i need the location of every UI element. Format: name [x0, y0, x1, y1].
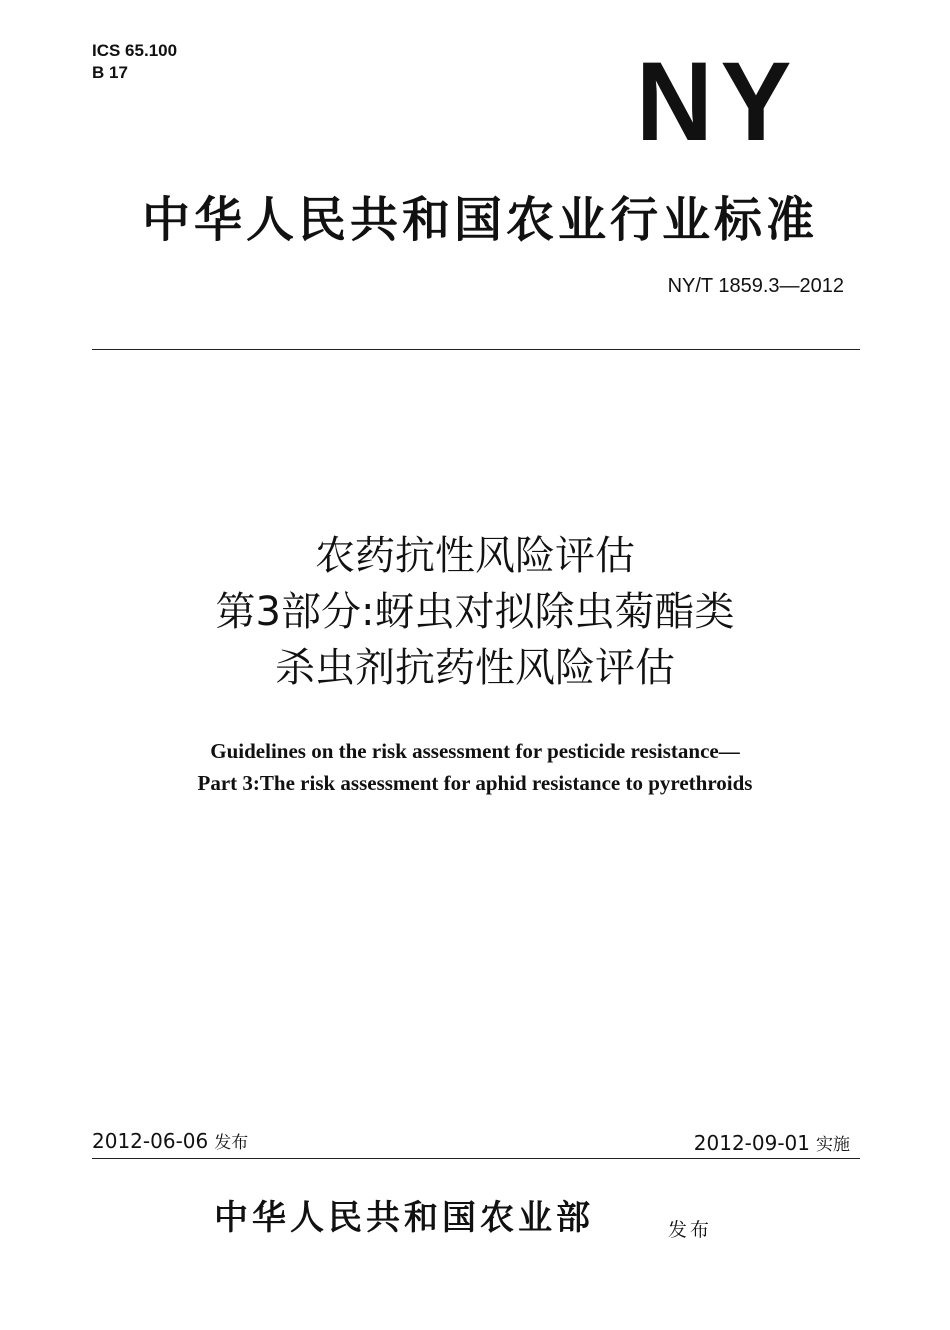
standard-number: NY/T 1859.3—2012 [667, 275, 844, 297]
issuing-authority: 中华人民共和国农业部 [214, 1198, 594, 1238]
top-divider [92, 349, 860, 350]
ccs-code: B 17 [92, 63, 128, 82]
chinese-title-line-3: 杀虫剂抗药性风险评估 [275, 645, 675, 691]
implement-date: 2012-09-01 [693, 1131, 810, 1155]
ny-logo: NY [636, 39, 800, 164]
ics-code: ICS 65.100 [92, 41, 178, 60]
implement-date-block [694, 1130, 850, 1158]
implement-label: 实施 [816, 1135, 850, 1155]
issue-date: 2012-06-06 [92, 1129, 209, 1153]
issue-label: 发布 [214, 1133, 249, 1153]
chinese-title [80, 528, 870, 696]
classification-codes [92, 40, 177, 84]
issue-date-block [92, 1128, 248, 1156]
english-title-line-2: Part 3:The risk assessment for aphid resistance to pyrethroids [197, 771, 753, 795]
issuing-authority-suffix: 发布 [668, 1219, 713, 1241]
chinese-title-line-2: 第3部分:蚜虫对拟除虫菊酯类 [215, 589, 735, 635]
standard-category-title: 中华人民共和国农业行业标准 [141, 192, 818, 248]
english-title-line-1: Guidelines on the risk assessment for pesticide resistance— [210, 739, 740, 763]
chinese-title-line-1: 农药抗性风险评估 [315, 533, 635, 579]
bottom-divider [92, 1158, 860, 1159]
english-title [80, 735, 870, 799]
